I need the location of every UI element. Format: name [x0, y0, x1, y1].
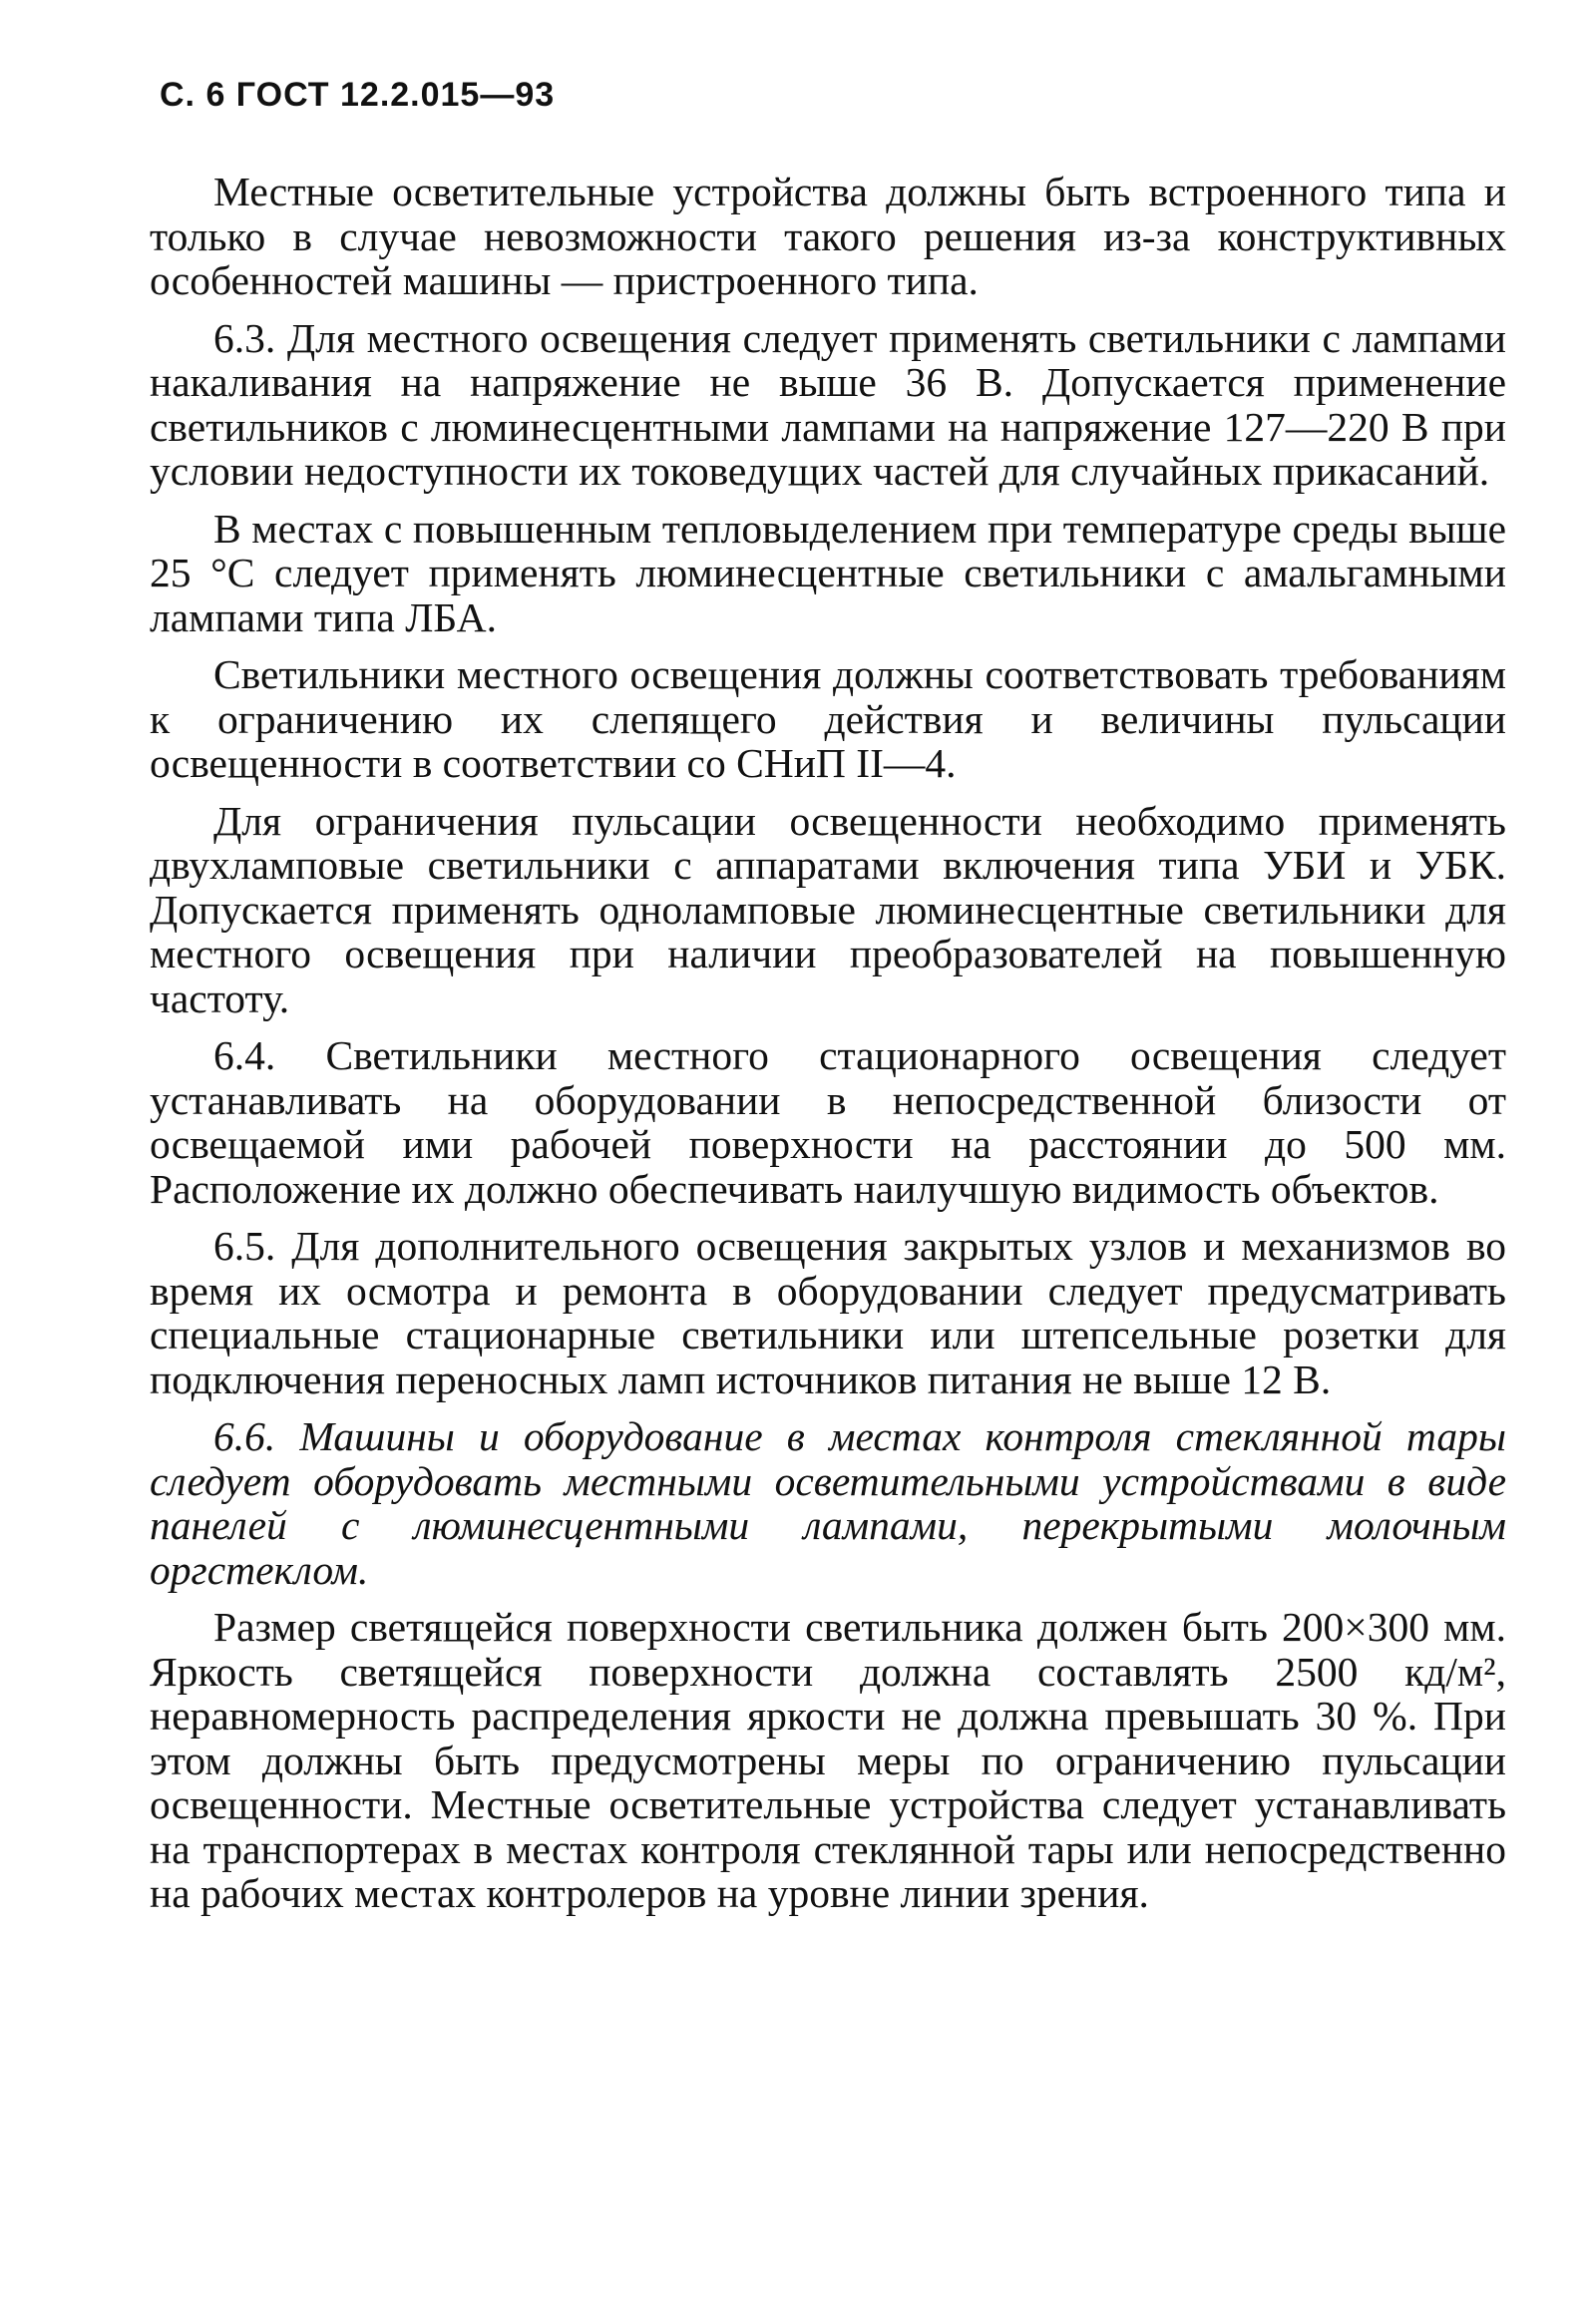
paragraph-6-5: 6.5. Для дополнительного освещения закрытых узлов и механизмов во время их осмотра и ремонта в оборудовании следует предусматривать специальные стационарные светильники или штепсельные розетки для подключения переносных ламп источников питания не выше 12 В.: [150, 1223, 1506, 1402]
paragraph-local-lighting-type: Местные осветительные устройства должны быть встроенного типа и только в случае невозможности такого решения из-за конструктивных особенностей машины — пристроенного типа.: [150, 169, 1506, 303]
paragraph-panel-size: Размер светящейся поверхности светильника должен быть 200×300 мм. Яркость светящейся поверхности должна составлять 2500 кд/м², неравномерность распределения яркости не должна превышать 30 %. При этом должны быть предусмотрены меры по ограничению пульсации освещенности. Местные осветительные устройства следует устанавливать на транспортерах в местах контроля стеклянной тары или непосредственно на рабочих местах контролеров на уровне линии зрения.: [150, 1604, 1506, 1916]
paragraph-pulsation-limit: Для ограничения пульсации освещенности необходимо применять двухламповые светильники с аппаратами включения типа УБИ и УБК. Допускается применять одноламповые люминесцентные светильники для местного освещения при наличии преобразователей на повышенную частоту.: [150, 797, 1506, 1021]
page-header: С. 6 ГОСТ 12.2.015—93: [160, 76, 556, 114]
paragraph-6-3: 6.3. Для местного освещения следует применять светильники с лампами накаливания на напряжение не выше 36 В. Допускается применение светильников с люминесцентными лампами на напряжение 127—220 В при условии недоступности их токоведущих частей для случайных прикасаний.: [150, 314, 1506, 494]
paragraph-high-heat-areas: В местах с повышенным тепловыделением при температуре среды выше 25 °С следует применять люминесцентные светильники с амальгамными лампами типа ЛБА.: [150, 505, 1506, 640]
paragraph-glare-requirements: Светильники местного освещения должны соответствовать требованиям к ограничению их слепящего действия и величины пульсации освещенности в соответствии со СНиП II—4.: [150, 651, 1506, 786]
document-body: [150, 170, 1506, 1929]
paragraph-6-6: 6.6. Машины и оборудование в местах контроля стеклянной тары следует оборудовать местными осветительными устройствами в виде панелей с люминесцентными лампами, перекрытыми молочным оргстеклом.: [150, 1413, 1506, 1593]
paragraph-6-4: 6.4. Светильники местного стационарного освещения следует устанавливать на оборудовании в непосредственной близости от освещаемой ими рабочей поверхности на расстоянии до 500 мм. Расположение их должно обеспечивать наилучшую видимость объектов.: [150, 1032, 1506, 1212]
